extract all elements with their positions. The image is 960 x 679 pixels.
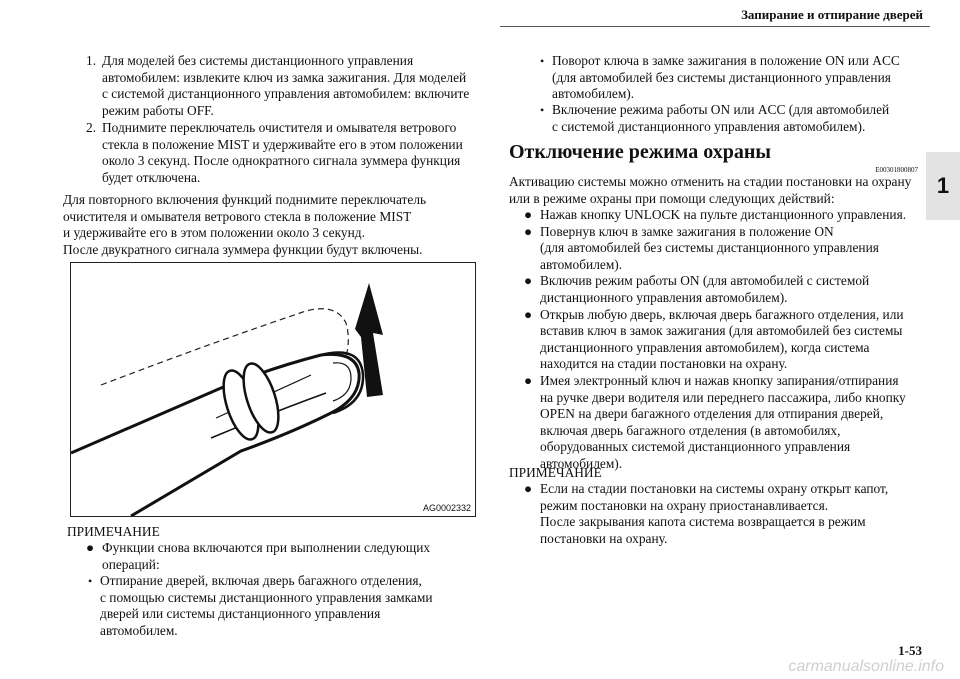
- sub-item-line: автомобилем).: [552, 86, 635, 102]
- paragraph-line: Для повторного включения функций поднимите переключатель: [63, 192, 427, 207]
- step-line: автомобилем: извлеките ключ из замка зажигания. Для моделей: [102, 69, 467, 85]
- wiper-lever-figure: [70, 262, 476, 517]
- bullet-dot-icon: ●: [524, 306, 533, 322]
- list-item: [524, 307, 906, 373]
- sub-bullet-icon: •: [88, 574, 93, 588]
- step-line: Поднимите переключатель очистителя и омывателя ветрового: [102, 120, 457, 135]
- note-line: Если на стадии постановки на системы охрану открыт капот,: [540, 481, 889, 496]
- list-item-line: дистанционного управления автомобилем), когда система: [540, 339, 870, 355]
- list-item: [524, 207, 906, 224]
- list-item-line: Повернув ключ в замке зажигания в положение ON: [540, 223, 834, 239]
- sub-item-1: [540, 53, 900, 103]
- step-line: с системой дистанционного управления автомобилем: включите: [102, 86, 470, 102]
- step-2: [86, 120, 486, 186]
- header-rule: [500, 26, 930, 27]
- note-heading: ПРИМЕЧАНИЕ: [509, 465, 602, 480]
- list-item-line: Имея электронный ключ и нажав кнопку запирания/отпирания: [540, 372, 899, 388]
- note-line: Функции снова включаются при выполнении следующих: [102, 540, 431, 555]
- sub-bullet-icon: •: [540, 103, 545, 117]
- list-item-line: вставив ключ в замок зажигания (для автомобилей без системы: [540, 323, 903, 339]
- wiper-lever-illustration: [71, 263, 475, 516]
- list-item-line: автомобилем).: [540, 256, 623, 272]
- step-line: Для моделей без системы дистанционного управления: [102, 53, 414, 68]
- sub-item-line: Включение режима работы ON или ACC (для автомобилей: [552, 102, 890, 117]
- note-line: автомобилем.: [100, 622, 178, 638]
- note-line: постановки на охрану.: [540, 530, 668, 546]
- list-item-line: Нажав кнопку UNLOCK на пульте дистанционного управления.: [540, 207, 907, 222]
- section-code: E00301800807: [875, 166, 918, 174]
- note-line: операций:: [102, 556, 160, 572]
- note-line: Отпирание дверей, включая дверь багажного отделения,: [100, 573, 422, 588]
- sub-item-line: с системой дистанционного управления автомобилем).: [552, 118, 866, 134]
- intro-line: Активацию системы можно отменить на стадии постановки на охрану: [509, 174, 912, 189]
- intro-line: или в режиме охраны при помощи следующих действий:: [509, 190, 835, 206]
- bullet-dot-icon: ●: [524, 372, 533, 388]
- sub-item-2: [540, 102, 889, 135]
- list-item: [524, 373, 906, 473]
- note-line: После закрывания капота система возвращается в режим: [540, 514, 866, 530]
- intro: [509, 174, 911, 207]
- bullet-dot-icon: ●: [524, 481, 533, 496]
- header-title: Запирание и отпирание дверей: [741, 7, 923, 22]
- step-line: около 3 секунд. После однократного сигнала зуммера функция: [102, 153, 461, 169]
- watermark: carmanualsonline.info: [788, 658, 944, 675]
- figure-code: AG0002332: [422, 503, 471, 513]
- section-title: Отключение режима охраны: [509, 141, 772, 163]
- paragraph-line: очистителя и омывателя ветрового стекла в положение MIST: [63, 208, 412, 224]
- note-line: с помощью системы дистанционного управления замками: [100, 589, 433, 605]
- list-item: [524, 273, 906, 306]
- sub-item-line: Поворот ключа в замке зажигания в положение ON или ACC: [552, 53, 900, 68]
- list-item-line: автомобилем).: [540, 455, 623, 471]
- list-item-line: Включив режим работы ON (для автомобилей с системой: [540, 273, 870, 289]
- bullet-dot-icon: ●: [524, 207, 533, 222]
- note-sub-item: [88, 573, 433, 639]
- list-item-line: оборудованных системой дистанционного управления: [540, 439, 851, 455]
- bullet-list: [524, 207, 906, 473]
- step-line: стекла в положение MIST и удерживайте его в этом положении: [102, 136, 463, 152]
- step-line: будет отключена.: [102, 169, 201, 185]
- list-item-line: OPEN на двери багажного отделения для отпирания дверей,: [540, 406, 884, 422]
- chapter-tab: 1: [926, 152, 960, 220]
- step-1: [86, 53, 486, 119]
- step-line: режим работы OFF.: [102, 102, 214, 118]
- step-number: 2.: [86, 120, 97, 135]
- list-item-line: на ручке двери водителя или переднего пассажира, либо кнопку: [540, 389, 906, 405]
- paragraph-line: и удерживайте его в этом положении около 3 секунд.: [63, 225, 365, 241]
- paragraph-line: После двукратного сигнала зуммера функции будут включены.: [63, 241, 423, 257]
- note-bullet: [86, 540, 430, 573]
- list-item-line: Открыв любую дверь, включая дверь багажного отделения, или: [540, 306, 904, 322]
- list-item-line: (для автомобилей без системы дистанционного управления: [540, 240, 879, 256]
- page-number: 1-53: [898, 643, 922, 658]
- note-bullet: [524, 481, 888, 547]
- bullet-dot-icon: ●: [524, 273, 533, 289]
- sub-item-line: (для автомобилей без системы дистанционного управления: [552, 69, 891, 85]
- list-item: [524, 224, 906, 274]
- bullet-dot-icon: ●: [524, 223, 533, 239]
- sub-bullet-icon: •: [540, 54, 545, 68]
- note-line: дверей или системы дистанционного управления: [100, 606, 381, 622]
- paragraph: [63, 192, 426, 258]
- list-item-line: включая дверь багажного отделения (в автомобилях,: [540, 422, 841, 438]
- bullet-dot-icon: ●: [86, 540, 95, 555]
- step-number: 1.: [86, 53, 97, 68]
- note-heading: ПРИМЕЧАНИЕ: [67, 524, 160, 539]
- list-item-line: находится на стадии постановки на охрану.: [540, 356, 788, 372]
- list-item-line: дистанционного управления автомобилем).: [540, 289, 788, 305]
- note-line: режим постановки на охрану приостанавливается.: [540, 497, 829, 513]
